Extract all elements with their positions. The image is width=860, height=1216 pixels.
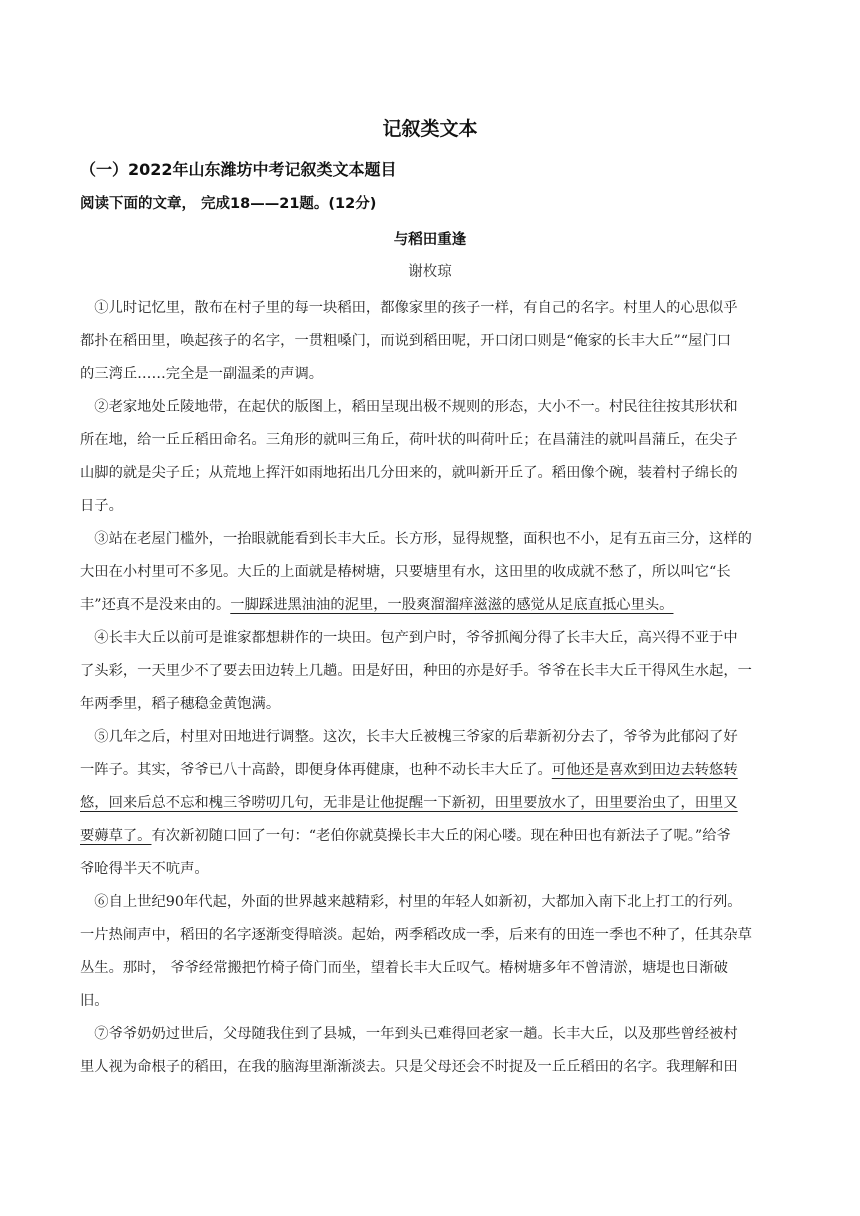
section-heading: （一）2022年山东潍坊中考记叙类文本题目 (80, 160, 397, 179)
text-line: 丛生。那时， 爷爷经常搬把竹椅子倚门而坐，望着长丰大丘叹气。椿树塘多年不曾清淤，塘堤也日渐破 (80, 960, 728, 976)
text-line (80, 589, 780, 622)
text-line: 里人视为命根子的稻田，在我的脑海里渐渐淡去。只是父母还会不时捉及一丘丘稻田的名字。我理解和田 (80, 1059, 738, 1075)
paragraph-7 (80, 1018, 780, 1084)
text-line: 都扑在稻田里，唤起孩子的名字，一贯粗嗓门，而说到稻田呢，开口闭口则是“俺家的长丰大丘”“屋门口 (80, 333, 731, 349)
paragraph-4 (80, 622, 780, 721)
text-segment: 丰”还真不是没来由的。 (80, 597, 231, 613)
underlined-sentence: 要薅草了。 (80, 828, 152, 844)
underlined-sentence: 可他还是喜欢到田边去转悠转 (551, 762, 738, 778)
document-title: 记叙类文本 (382, 118, 478, 140)
text-line: ③站在老屋门槛外，一抬眼就能看到长丰大丘。长方形，显得规整，面积也不小，足有五亩三分，这样的 (80, 531, 752, 547)
underlined-sentence: 悠，回来后总不忘和槐三爷唠叨几句，无非是让他捉醒一下新初，田里要放水了，田里要治虫了，田里又 (80, 795, 738, 811)
text-line: 爷呛得半天不吭声。 (80, 861, 209, 877)
text-line: 旧。 (80, 993, 109, 1009)
text-line: ⑤几年之后，村里对田地进行调整。这次，长丰大丘被槐三爷家的后辈新初分去了，爷爷为此郁闷了好 (80, 729, 738, 745)
text-line: ⑦爷爷奶奶过世后，父母随我住到了县城，一年到头已难得回老家一趟。长丰大丘，以及那些曾经被村 (80, 1026, 738, 1042)
text-line: 一片热闹声中，稻田的名字逐渐变得暗淡。起始，两季稻改成一季，后来有的田连一季也不种了，任其杂草 (80, 927, 752, 943)
text-line: ⑥自上世纪90年代起，外面的世界越来越精彩，村里的年轻人如新初，大都加入南下北上打工的行列。 (80, 894, 742, 910)
text-line: ②老家地处丘陵地带，在起伏的版图上，稻田呈现出极不规则的形态，大小不一。村民往往按其形状和 (80, 399, 738, 415)
text-line: 年两季里，稻子穗稳金黄饱满。 (80, 696, 281, 712)
article-body (80, 292, 780, 1084)
text-line: 的三湾丘……完全是一副温柔的声调。 (80, 366, 324, 382)
text-segment: 一阵子。其实，爷爷已八十高龄，即便身体再健康，也种不动长丰大丘了。 (80, 762, 552, 778)
article-author: 谢枚琼 (408, 264, 452, 280)
text-line: ①儿时记忆里，散布在村子里的每一块稻田，都像家里的孩子一样，有自己的名字。村里人的心思似乎 (80, 300, 738, 316)
text-line: 山脚的就是尖子丘；从荒地上挥汗如雨地拓出几分田来的，就叫新开丘了。稻田像个碗，装着村子绵长的 (80, 465, 738, 481)
text-segment: 有次新初随口回了一句：“老伯你就莫操长丰大丘的闲心喽。现在种田也有新法子了呢。”给爷 (151, 828, 731, 844)
text-line: 所在地，给一丘丘稻田命名。三角形的就叫三角丘，荷叶状的叫荷叶丘；在昌蒲洼的就叫昌蒲丘，在尖子 (80, 432, 738, 448)
paragraph-6 (80, 886, 780, 1018)
paragraph-3 (80, 523, 780, 622)
text-line: 日子。 (80, 498, 123, 514)
paragraph-5 (80, 721, 780, 886)
text-line: 大田在小村里可不多见。大丘的上面就是椿树塘，只要塘里有水，这田里的收成就不愁了，所以叫它“长 (80, 564, 731, 580)
paragraph-2 (80, 391, 780, 523)
text-line: ④长丰大丘以前可是谁家都想耕作的一块田。包产到户时，爷爷抓阄分得了长丰大丘，高兴得不亚于中 (80, 630, 738, 646)
article-title: 与稻田重逢 (393, 232, 467, 248)
text-line: 了头彩，一天里少不了要去田边转上几趟。田是好田，种田的亦是好手。爷爷在长丰大丘干得风生水起，一 (80, 663, 752, 679)
text-line (80, 820, 780, 853)
text-line (80, 754, 780, 787)
paragraph-1 (80, 292, 780, 391)
underlined-sentence: 一脚踩进黑油油的泥里，一股爽溜溜痒滋滋的感觉从足底直抵心里头。 (230, 597, 674, 613)
reading-instructions: 阅读下面的文章， 完成18——21题。(12分) (80, 196, 377, 212)
text-line (80, 787, 780, 820)
